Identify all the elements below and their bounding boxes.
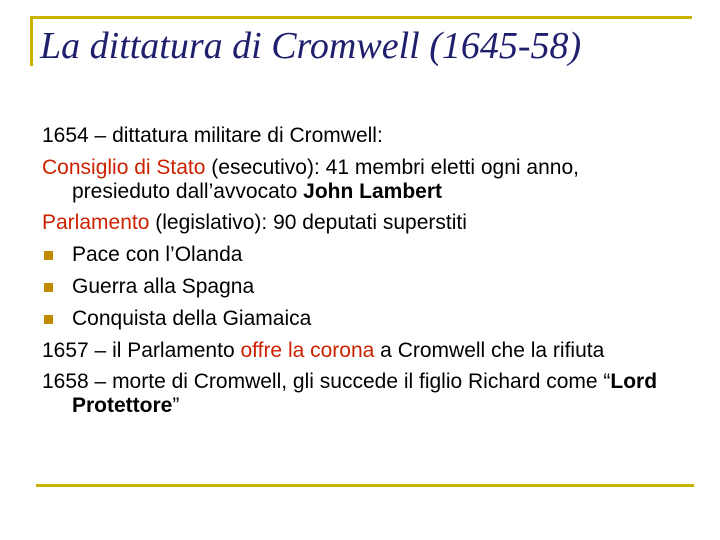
square-bullet-icon bbox=[44, 283, 53, 292]
line-1658-text-c: ” bbox=[172, 394, 180, 418]
line-consiglio bbox=[42, 156, 682, 204]
square-bullet-icon bbox=[44, 315, 53, 324]
bullet-olanda bbox=[42, 243, 682, 267]
bullet-giamaica-text: Conquista della Giamaica bbox=[72, 306, 312, 330]
bullet-olanda-text: Pace con l’Olanda bbox=[72, 243, 243, 267]
slide-title: La dittatura di Cromwell (1645-58) bbox=[40, 25, 582, 67]
consiglio-label: Consiglio di Stato bbox=[42, 155, 206, 179]
parlamento-text: (legislativo): 90 deputati superstiti bbox=[149, 211, 467, 235]
line-1657-text-a: 1657 – il Parlamento bbox=[42, 338, 241, 362]
consiglio-text: (esecutivo): 41 membri eletti ogni anno, presieduto dall’avvocato bbox=[72, 155, 579, 203]
bullet-spagna-text: Guerra alla Spagna bbox=[72, 274, 255, 298]
corona-phrase: offre la corona bbox=[240, 338, 375, 362]
line-1658 bbox=[42, 370, 682, 418]
line-1654 bbox=[42, 124, 682, 148]
left-rule bbox=[30, 16, 33, 66]
slide-body bbox=[42, 124, 682, 426]
parlamento-label: Parlamento bbox=[42, 211, 150, 235]
top-rule bbox=[30, 16, 692, 19]
lord-protettore: Lord Protettore bbox=[72, 370, 658, 418]
bottom-rule bbox=[36, 484, 694, 487]
square-bullet-icon bbox=[44, 251, 53, 260]
line-1657 bbox=[42, 339, 682, 363]
lambert-name: John Lambert bbox=[303, 179, 443, 203]
bullet-giamaica bbox=[42, 307, 682, 331]
line-1658-text-a: 1658 – morte di Cromwell, gli succede il figlio Richard come “ bbox=[42, 370, 611, 394]
line-1654-text: 1654 – dittatura militare di Cromwell: bbox=[42, 124, 383, 147]
bullet-spagna bbox=[42, 275, 682, 299]
line-parlamento bbox=[42, 211, 682, 235]
line-1657-text-c: a Cromwell che la rifiuta bbox=[374, 338, 605, 362]
